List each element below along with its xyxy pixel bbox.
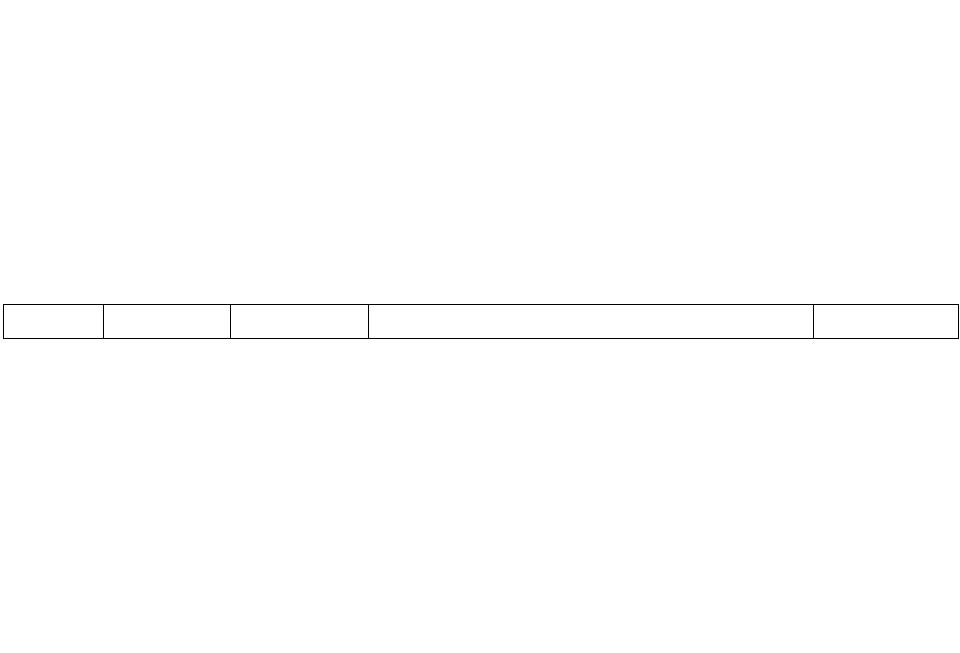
header-offer bbox=[369, 305, 814, 339]
header-day bbox=[4, 305, 104, 339]
header-hours bbox=[104, 305, 231, 339]
header-place bbox=[231, 305, 369, 339]
header-organizer bbox=[814, 305, 959, 339]
schedule-table-week2 bbox=[3, 304, 959, 339]
